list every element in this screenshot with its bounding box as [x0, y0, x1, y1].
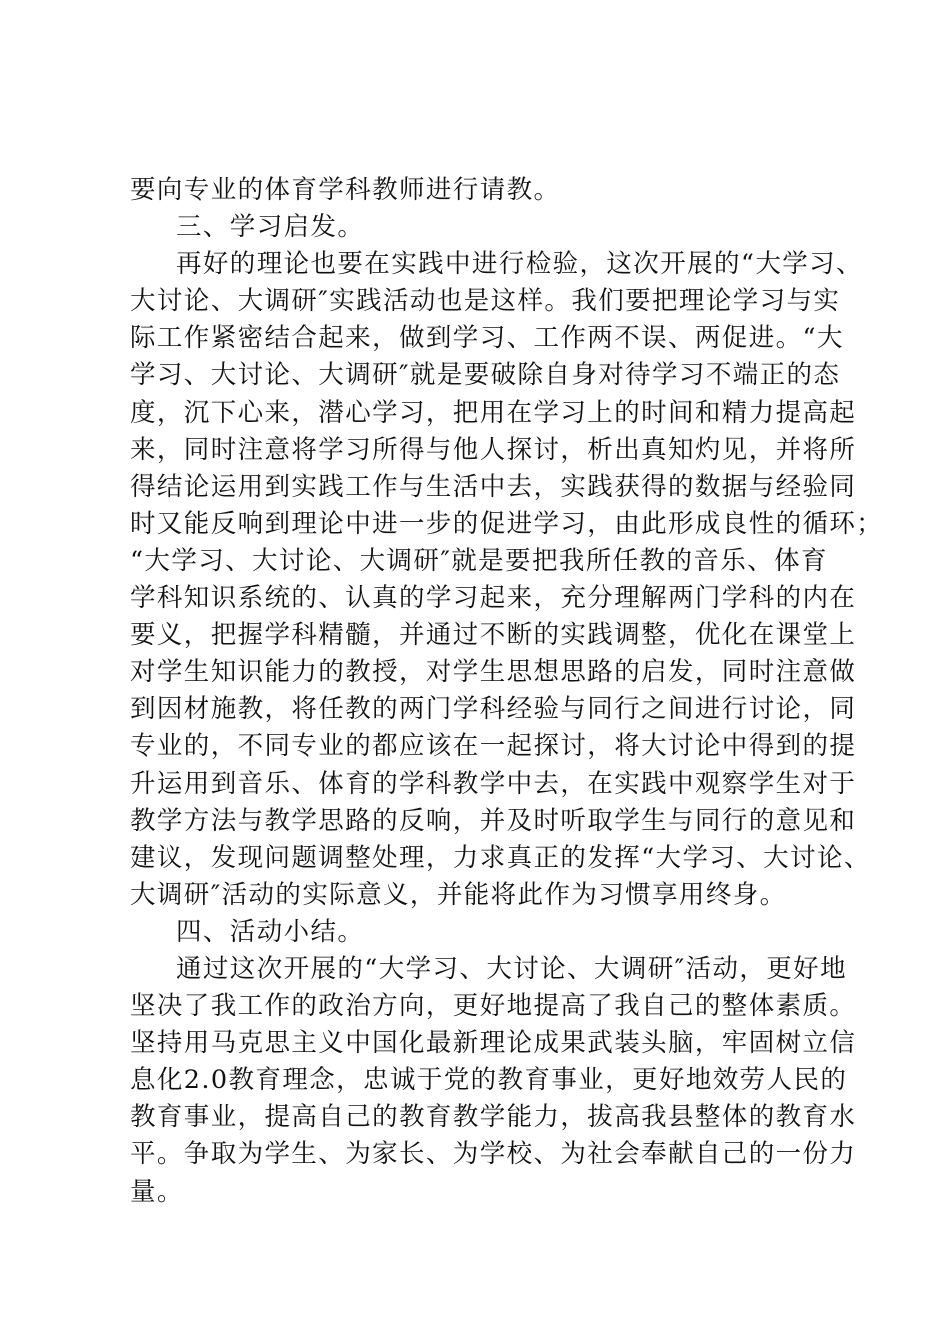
text-line: 要向专业的体育学科教师进行请教。 [130, 175, 561, 205]
text-line: 四、活动小结。 [176, 916, 365, 947]
text-line: 大讨论、大调研″实践活动也是这样。我们要把理论学习与实 [130, 286, 841, 317]
text-line: 升运用到音乐、体育的学科教学中去，在实践中观察学生对于 [130, 768, 857, 799]
text-line: 来，同时注意将学习所得与他人探讨，析出真知灼见，并将所 [130, 434, 857, 465]
text-line: 际工作紧密结合起来，做到学习、工作两不误、两促进。“大 [130, 323, 844, 354]
text-line: 坚持用马克思主义中国化最新理论成果武装头脑，牢固树立信 [130, 1028, 857, 1059]
text-line: 时又能反响到理论中进一步的促进学习，由此形成良性的循环； [130, 508, 884, 539]
text-line: 量。 [130, 1176, 184, 1207]
text-line: 建议，发现问题调整处理，力求真正的发挥“大学习、大讨论、 [130, 842, 871, 873]
text-line: 教学方法与教学思路的反响，并及时听取学生与同行的意见和 [130, 805, 857, 836]
text-line: “大学习、大讨论、大调研″就是要把我所任教的音乐、体育 [130, 545, 828, 576]
text-line: 大调研″活动的实际意义，并能将此作为习惯享用终身。 [130, 879, 787, 910]
document-body-text [130, 172, 884, 1211]
text-line: 坚决了我工作的政治方向，更好地提高了我自己的整体素质。 [130, 991, 857, 1022]
text-line: 三、学习启发。 [176, 212, 365, 243]
text-line: 到因材施教，将任教的两门学科经验与同行之间进行讨论，同 [130, 694, 857, 725]
text-line: 要义，把握学科精髓，并通过不断的实践调整，优化在课堂上 [130, 620, 857, 651]
text-line: 息化2.0教育理念，忠诚于党的教育事业，更好地效劳人民的 [130, 1065, 848, 1096]
text-line: 学科知识系统的、认真的学习起来，充分理解两门学科的内在 [130, 583, 857, 614]
text-line: 再好的理论也要在实践中进行检验，这次开展的“大学习、 [176, 249, 863, 280]
text-line: 度，沉下心来，潜心学习，把用在学习上的时间和精力提高起 [130, 397, 857, 428]
text-line: 专业的，不同专业的都应该在一起探讨，将大讨论中得到的提 [130, 731, 857, 762]
text-line: 教育事业，提高自己的教育教学能力，拔高我县整体的教育水 [130, 1102, 857, 1133]
text-line: 学习、大讨论、大调研″就是要破除自身对待学习不端正的态 [130, 360, 841, 391]
text-line: 得结论运用到实践工作与生活中去，实践获得的数据与经验同 [130, 471, 857, 502]
text-line: 通过这次开展的“大学习、大讨论、大调研″活动，更好地 [176, 953, 847, 984]
text-line: 平。争取为学生、为家长、为学校、为社会奉献自己的一份力 [130, 1139, 857, 1170]
text-line: 对学生知识能力的教授，对学生思想思路的启发，同时注意做 [130, 657, 857, 688]
